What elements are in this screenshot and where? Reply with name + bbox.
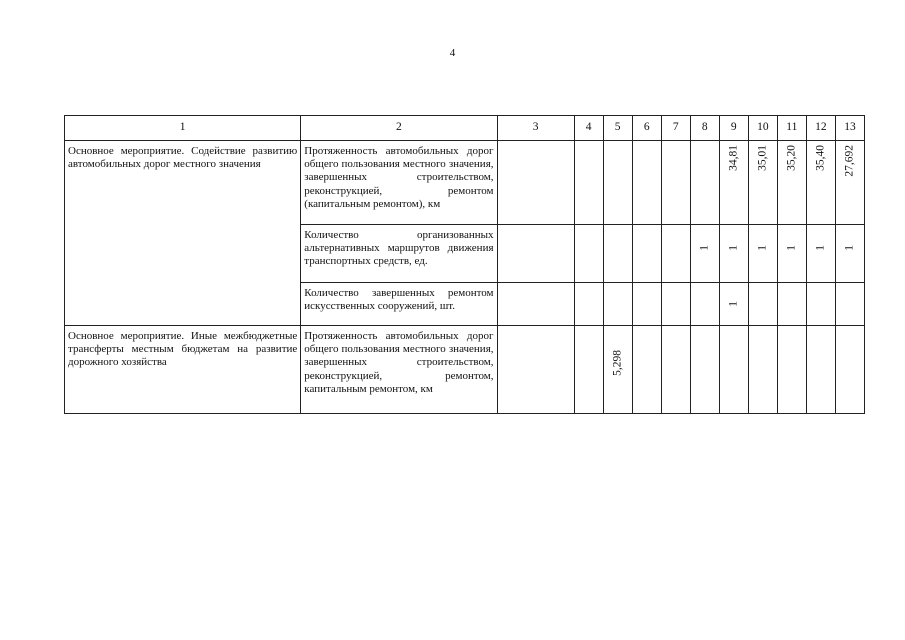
value-text: 5,298 — [611, 350, 624, 376]
header-cell-10: 10 — [748, 116, 777, 141]
indicator-text: Протяженность автомобильных дорог общего пользования местного значения, завершенных строительством, реконструкцией, ремонтом, капитальным ремонтом, км — [304, 330, 494, 395]
value-text: 1 — [727, 245, 740, 251]
indicator-text: Количество завершенных ремонтом искусственных сооружений, шт. — [304, 287, 494, 313]
value-text: 1 — [698, 245, 711, 251]
value-text: 34,81 — [727, 145, 740, 171]
value-cell — [719, 283, 748, 326]
value-cell — [719, 141, 748, 225]
header-cell-13: 13 — [835, 116, 864, 141]
value-cell — [835, 141, 864, 225]
value-cell — [777, 225, 806, 283]
header-cell-7: 7 — [661, 116, 690, 141]
value-cell — [690, 225, 719, 283]
header-cell-4: 4 — [574, 116, 603, 141]
header-cell-5: 5 — [603, 116, 632, 141]
table-row — [65, 326, 865, 414]
header-cell-8: 8 — [690, 116, 719, 141]
header-cell-11: 11 — [777, 116, 806, 141]
value-text: 1 — [756, 245, 769, 251]
value-cell — [748, 141, 777, 225]
header-cell-6: 6 — [632, 116, 661, 141]
indicator-cell — [301, 141, 497, 225]
value-text: 35,40 — [814, 145, 827, 171]
value-cell — [835, 225, 864, 283]
header-cell-2: 2 — [301, 116, 497, 141]
value-text: 35,20 — [785, 145, 798, 171]
value-text: 1 — [843, 245, 856, 251]
value-cell — [748, 225, 777, 283]
indicator-text: Количество организованных альтернативных маршрутов движения транспортных средств, ед. — [304, 229, 494, 268]
page-number: 4 — [449, 47, 456, 59]
value-text: 35,01 — [756, 145, 769, 171]
header-cell-12: 12 — [806, 116, 835, 141]
header-cell-9: 9 — [719, 116, 748, 141]
table-row — [65, 141, 865, 225]
indicator-text: Протяженность автомобильных дорог общего пользования местного значения, завершенных строительством, реконструкцией, ремонтом (капитальным ремонтом), км — [304, 145, 494, 210]
value-cell — [603, 326, 632, 414]
value-text: 27,692 — [843, 145, 856, 177]
indicator-cell — [301, 326, 497, 414]
value-text: 1 — [785, 245, 798, 251]
value-cell — [719, 225, 748, 283]
indicators-table — [64, 115, 865, 414]
activity-text: Основное мероприятие. Содействие развитию автомобильных дорог местного значения — [68, 145, 298, 171]
activity-cell — [65, 326, 301, 414]
value-text: 1 — [727, 301, 740, 307]
value-text: 1 — [814, 245, 827, 251]
value-cell — [806, 141, 835, 225]
indicator-cell — [301, 225, 497, 283]
activity-cell — [65, 141, 301, 326]
indicator-cell — [301, 283, 497, 326]
value-cell — [806, 225, 835, 283]
value-cell — [777, 141, 806, 225]
header-row — [65, 116, 865, 141]
activity-text: Основное мероприятие. Иные межбюджетные трансферты местным бюджетам на развитие дорожного хозяйства — [68, 330, 298, 369]
header-cell-1: 1 — [65, 116, 301, 141]
header-cell-3: 3 — [497, 116, 574, 141]
